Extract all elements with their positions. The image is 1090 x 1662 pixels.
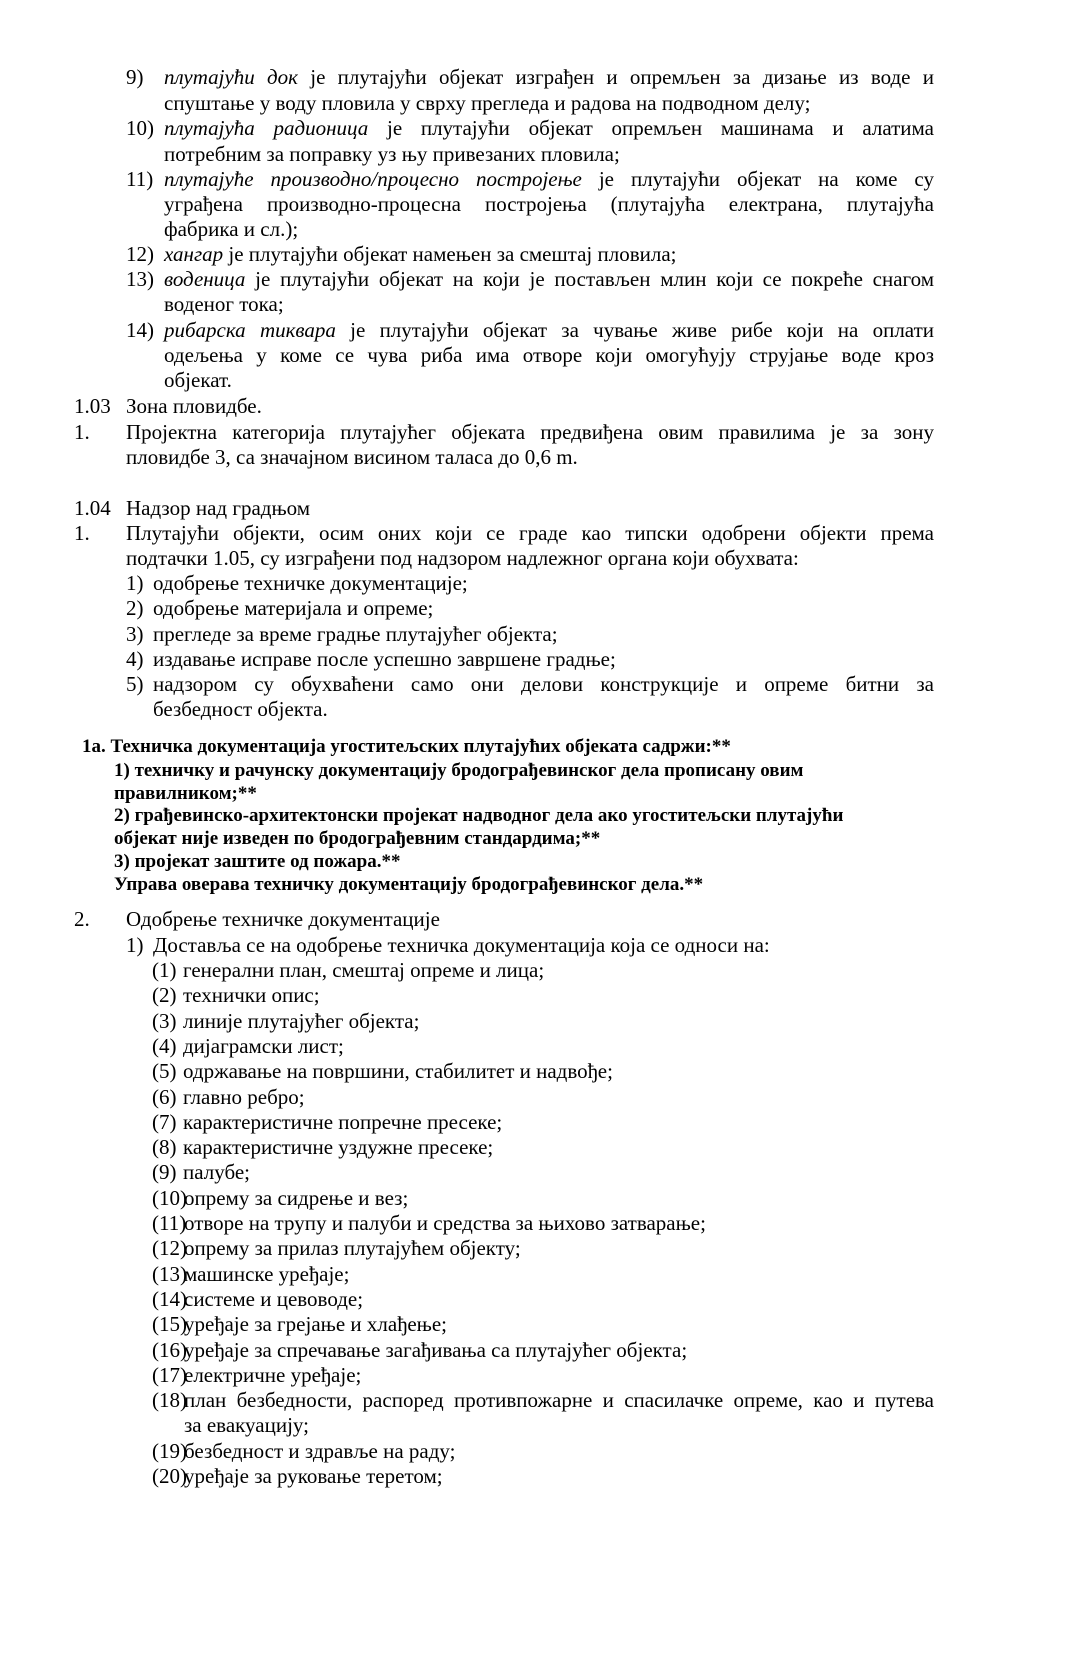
section-number: 1.04 [74, 496, 111, 520]
list-item: уређаје за грејање и хлађење; [184, 1312, 447, 1337]
list-number: (17) [152, 1362, 187, 1387]
section-title: Надзор над градњом [126, 496, 311, 520]
list-item: одржавање на површини, стабилитет и надвође; [183, 1059, 613, 1084]
section-number: 1.03 [74, 394, 111, 418]
defined-term: хангар [164, 242, 224, 266]
amendment-line: Управа оверава техничку документацију бродограђевинског дела.** [114, 874, 704, 895]
list-number: 1) [126, 571, 144, 595]
definition-line: потребним за поправку уз њу привезаних пловила; [164, 142, 620, 166]
paragraph-line: пловидбе 3, са значајном висином таласа до 0,6 m. [126, 445, 578, 469]
definition-line: воденог тока; [164, 292, 284, 316]
definition-line: објекат. [164, 368, 232, 392]
definition-line [164, 241, 677, 267]
list-number: (19) [152, 1438, 187, 1463]
definition-line: уграђена производно-процесна постројења (плутајућа електрана, плутајућа [164, 192, 934, 216]
list-item: линије плутајућег објекта; [183, 1008, 420, 1033]
paragraph-number: 1. [74, 521, 90, 545]
list-item: издавање исправе после успешно завршене градње; [153, 647, 616, 671]
paragraph-line: Пројектна категорија плутајућег објеката предвиђена овим правилима је за зону [126, 420, 934, 444]
list-number: 11) [126, 167, 154, 191]
list-item: надзором су обухваћени само они делови конструкције и опреме битни за [153, 672, 934, 696]
list-item: генерални план, смештај опреме и лица; [183, 958, 545, 982]
definition-text: је плутајући објекат за чување живе рибе који на оплати [335, 318, 934, 342]
list-item: карактеристичне уздужне пресеке; [183, 1135, 494, 1160]
list-item: прегледе за време градње плутајућег објекта; [153, 622, 558, 646]
definition-line [164, 64, 934, 90]
paragraph-number: 2. [74, 907, 90, 931]
list-number: (2) [152, 983, 177, 1008]
defined-term: рибарска тиквара [164, 318, 336, 342]
section-title: Одобрење техничке документације [126, 907, 440, 931]
list-number: 12) [126, 242, 154, 266]
paragraph-number: 1. [74, 420, 90, 444]
list-item: главно ребро; [183, 1084, 305, 1109]
definition-line [164, 115, 934, 141]
defined-term: плутајућа радионица [164, 116, 369, 140]
list-number: 13) [126, 267, 154, 291]
definition-text: је плутајући објекат опремљен машинама и алатима [368, 116, 934, 140]
list-item: одобрење техничке документације; [153, 571, 468, 595]
list-item: за евакуацију; [184, 1413, 309, 1438]
amendment-line: објекат није изведен по бродограђевним стандардима;** [114, 828, 601, 849]
list-number: (18) [152, 1388, 187, 1413]
list-number: (10) [152, 1185, 187, 1210]
defined-term: плутајуће производно/процесно постројење [164, 167, 582, 191]
definition-text: је плутајући објекат на који је постављен млин који се покреће снагом [245, 267, 934, 291]
list-item: уређаје за руковање теретом; [184, 1464, 443, 1488]
paragraph-line: Плутајући објекти, осим оних који се граде као типски одобрени објекти према [126, 521, 934, 545]
paragraph-line: подтачки 1.05, су изграђени под надзором надлежног органа који обухвата: [126, 546, 799, 570]
list-number: 5) [126, 672, 144, 696]
amendment-line: правилником;** [114, 783, 257, 804]
list-item: отворе на трупу и палуби и средства за њихово затварање; [184, 1211, 706, 1235]
list-item: дијаграмски лист; [183, 1033, 344, 1058]
list-number: 14) [126, 318, 154, 342]
list-number: 9) [126, 65, 144, 89]
list-number: (20) [152, 1464, 187, 1488]
amendment-line: 3) пројекат заштите од пожара.** [114, 851, 401, 872]
definition-line: фабрика и сл.); [164, 217, 299, 241]
list-item: безбедност објекта. [153, 697, 328, 721]
list-number: (13) [152, 1261, 187, 1286]
list-number: 4) [126, 647, 144, 671]
list-number: (6) [152, 1084, 177, 1109]
list-number: (3) [152, 1008, 177, 1033]
list-number: 1) [126, 933, 144, 957]
definition-line [164, 166, 934, 192]
list-number: (7) [152, 1109, 177, 1134]
list-item: електричне уређаје; [184, 1362, 362, 1387]
list-item: опрему за сидрење и вез; [184, 1185, 409, 1210]
definition-line [164, 266, 934, 292]
list-number: (5) [152, 1059, 177, 1084]
list-item: машинске уређаје; [184, 1261, 350, 1286]
list-item: Доставља се на одобрење техничка документација која се односи на: [153, 933, 770, 957]
list-number: 2) [126, 596, 144, 620]
list-number: (15) [152, 1312, 187, 1337]
list-number: (8) [152, 1135, 177, 1160]
list-item: системе и цевоводе; [184, 1286, 364, 1311]
defined-term: плутајући док [164, 65, 298, 89]
definition-text: је плутајући објекат намењен за смештај пловила; [223, 242, 677, 266]
definition-text: је плутајући објекат изграђен и опремљен за дизање из воде и [298, 65, 934, 89]
definition-line: одељења у коме се чува риба има отворе који омогућују струјање воде кроз [164, 343, 934, 367]
list-number: (9) [152, 1160, 177, 1185]
list-number: (16) [152, 1337, 187, 1362]
list-number: (14) [152, 1286, 187, 1311]
amendment-heading: 1а. Техничка документација угоститељских плутајућих објеката садржи:** [82, 736, 731, 757]
amendment-line: 2) грађевинско-архитектонски пројекат надводног дела ако угоститељски плутајући [114, 805, 844, 826]
list-number: (4) [152, 1033, 177, 1058]
list-item: карактеристичне попречне пресеке; [183, 1109, 503, 1134]
list-item: технички опис; [183, 983, 320, 1008]
list-item: одобрење материјала и опреме; [153, 596, 434, 620]
list-item: план безбедности, распоред противпожарне и спасилачке опреме, као и путева [184, 1388, 934, 1413]
list-item: палубе; [183, 1160, 251, 1185]
definition-text: је плутајући објекат на коме су [581, 167, 934, 191]
list-number: (12) [152, 1236, 187, 1261]
amendment-line: 1) техничку и рачунску документацију бродограђевинског дела прописану овим [114, 760, 804, 781]
list-item: безбедност и здравље на раду; [184, 1438, 456, 1463]
list-item: уређаје за спречавање загађивања са плутајућег објекта; [184, 1337, 688, 1362]
definition-line: спуштање у воду пловила у сврху прегледа и радова на подводном делу; [164, 91, 811, 115]
list-number: 3) [126, 622, 144, 646]
list-number: (11) [152, 1211, 187, 1235]
section-title: Зона пловидбе. [126, 394, 262, 418]
defined-term: воденица [164, 267, 246, 291]
list-number: 10) [126, 116, 154, 140]
definition-line [164, 317, 934, 343]
list-item: опрему за прилаз плутајућем објекту; [184, 1236, 521, 1261]
list-number: (1) [152, 958, 177, 982]
